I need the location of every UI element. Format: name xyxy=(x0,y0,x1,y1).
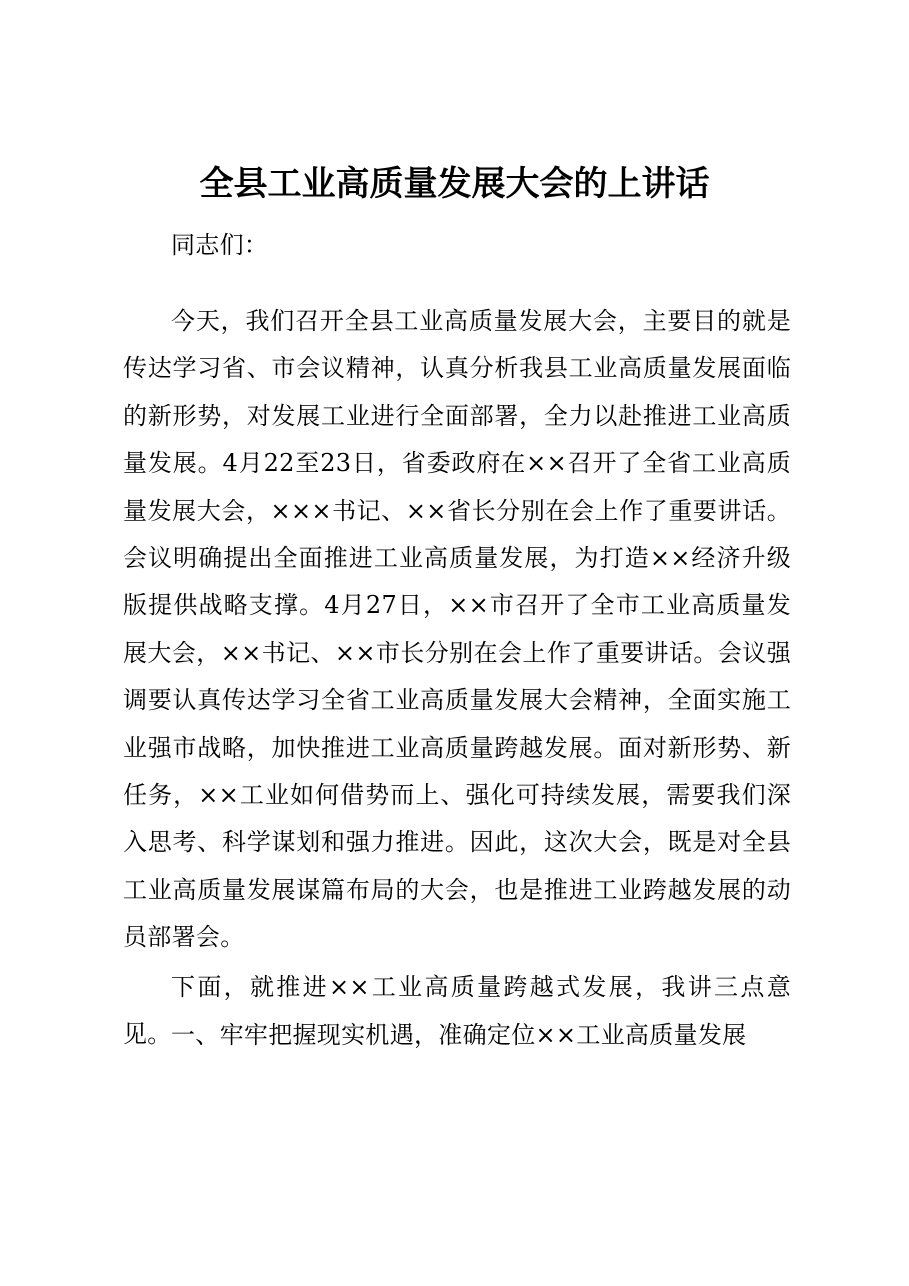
section-heading-1: 一、牢牢把握现实机遇，准确定位××工业高质量发展 xyxy=(171,1021,747,1049)
greeting-paragraph: 同志们： xyxy=(171,231,269,259)
transition-paragraph: 下面，就推进××工业高质量跨越式发展，我讲三点意见。 xyxy=(123,973,791,1049)
document-title: 全县工业高质量发展大会的上讲话 xyxy=(199,164,710,204)
intro-paragraph: 今天，我们召开全县工业高质量发展大会，主要目的就是传达学习省、市会议精神，认真分析我县工业高质量发展面临的新形势，对发展工业进行全面部署，全力以赴推进工业高质量发展。4月22至23日，省委政府在××召开了全省工业高质量发展大会，×××书记、××省长分别在会上作了重要讲话。会议明确提出全面推进工业高质量发展，为打造××经济升级版提供战略支撑。4月27日，××市召开了全市工业高质量发展大会，××书记、××市长分别在会上作了重要讲话。会议强调要认真传达学习全省工业高质量发展大会精神，全面实施工业强市战略，加快推进工业高质量跨越发展。面对新形势、新任务，××工业如何借势而上、强化可持续发展，需要我们深入思考、科学谋划和强力推进。因此，这次大会，既是对全县工业高质量发展谋篇布局的大会，也是推进工业跨越发展的动员部署会。 xyxy=(123,307,791,952)
